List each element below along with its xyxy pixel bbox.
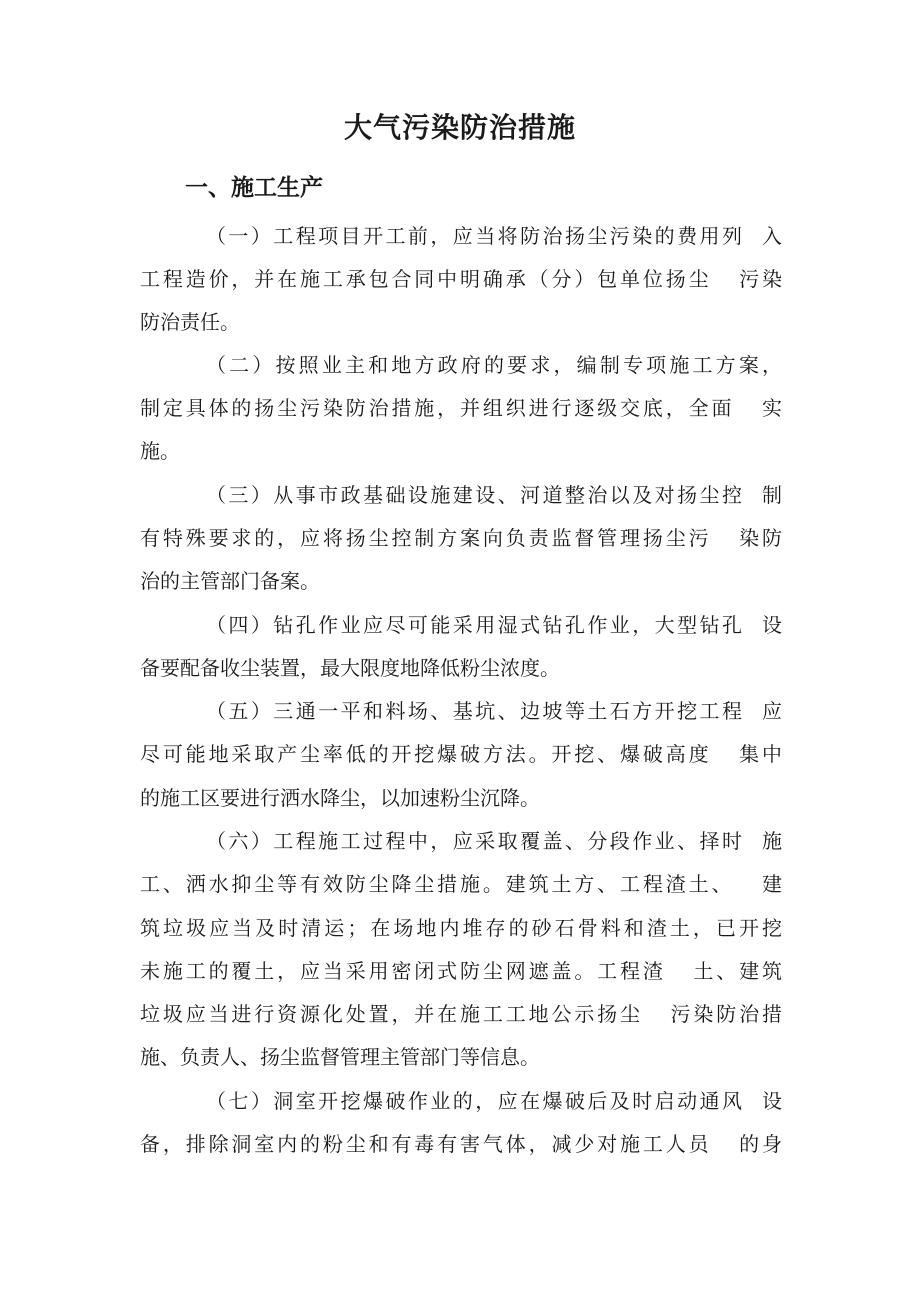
- paragraph-6-line-3: 筑垃圾应当及时清运；在场地内堆存的砂石骨料和渣土，已开挖: [140, 916, 782, 940]
- paragraph-6-line-6: 施、负责人、扬尘监督管理主管部门等信息。: [140, 1045, 540, 1069]
- paragraph-7-line-1: （七）洞室开挖爆破作业的，应在爆破后及时启动通风 设: [206, 1089, 782, 1113]
- paragraph-1-line-3: 防治责任。: [140, 310, 240, 334]
- paragraph-1-line-2: 工程造价，并在施工承包合同中明确承（分）包单位扬尘 污染: [140, 267, 782, 291]
- paragraph-5-line-1: （五）三通一平和料场、基坑、边坡等土石方开挖工程 应: [206, 699, 782, 723]
- paragraph-4-line-2: 备要配备收尘装置，最大限度地降低粉尘浓度。: [140, 656, 560, 680]
- paragraph-7-line-2: 备，排除洞室内的粉尘和有毒有害气体，减少对施工人员 的身: [140, 1132, 782, 1156]
- paragraph-6-line-4: 未施工的覆土，应当采用密闭式防尘网遮盖。工程渣 土、建筑: [140, 959, 782, 983]
- paragraph-4-line-1: （四）钻孔作业应尽可能采用湿式钻孔作业，大型钻孔 设: [206, 613, 782, 637]
- paragraph-2-line-3: 施。: [140, 439, 180, 463]
- paragraph-3-line-3: 治的主管部门备案。: [140, 569, 320, 593]
- paragraph-2-line-2: 制定具体的扬尘污染防治措施，并组织进行逐级交底，全面 实: [140, 396, 782, 420]
- paragraph-6-line-1: （六）工程施工过程中，应采取覆盖、分段作业、择时 施: [206, 829, 782, 853]
- paragraph-3-line-1: （三）从事市政基础设施建设、河道整治以及对扬尘控 制: [206, 483, 782, 507]
- section-heading: 一、施工生产: [185, 175, 323, 201]
- paragraph-1-line-1: （一）工程项目开工前，应当将防治扬尘污染的费用列 入: [206, 224, 782, 248]
- paragraph-6-line-2: 工、洒水抑尘等有效防尘降尘措施。建筑土方、工程渣土、 建: [140, 872, 782, 896]
- paragraph-6-line-5: 垃圾应当进行资源化处置，并在施工工地公示扬尘 污染防治措: [140, 1002, 782, 1026]
- document-title: 大气污染防治措施: [343, 111, 576, 144]
- paragraph-5-line-3: 的施工区要进行洒水降尘，以加速粉尘沉降。: [140, 786, 540, 810]
- paragraph-5-line-2: 尽可能地采取产尘率低的开挖爆破方法。开挖、爆破高度 集中: [140, 742, 782, 766]
- paragraph-2-line-1: （二）按照业主和地方政府的要求，编制专项施工方案，: [206, 353, 782, 377]
- paragraph-3-line-2: 有特殊要求的，应将扬尘控制方案向负责监督管理扬尘污 染防: [140, 526, 782, 550]
